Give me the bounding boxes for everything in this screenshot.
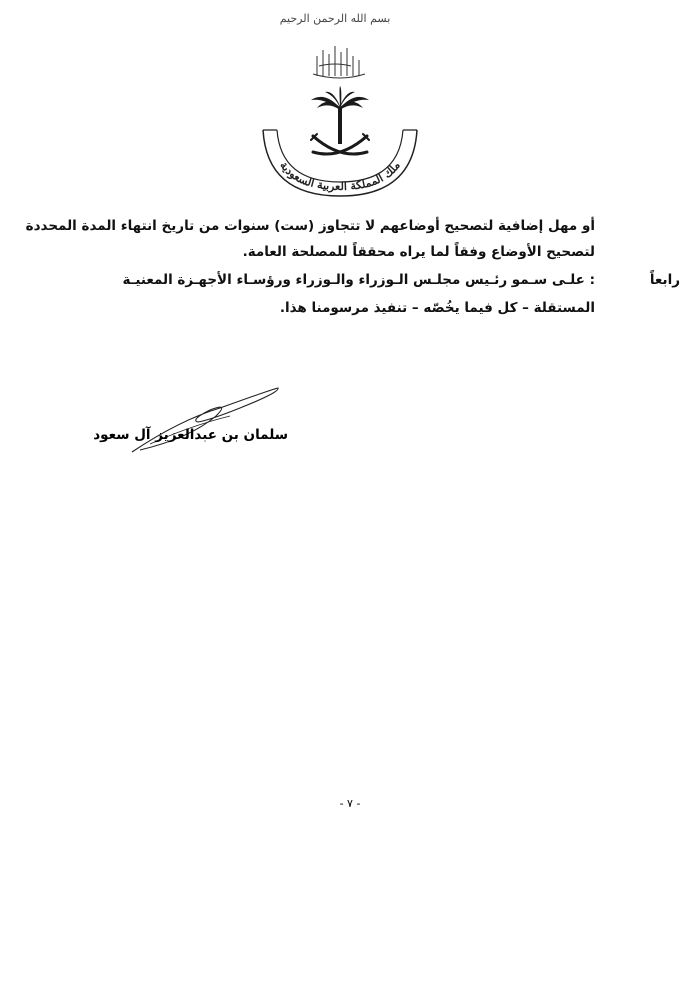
palm-tree-icon bbox=[311, 86, 369, 144]
body-line-1: أو مهل إضافية لتصحيح أوضاعهم لا تتجاوز (ست) سنوات من تاريخ انتهاء المدة المحددة bbox=[25, 218, 595, 234]
signatory-name: سلمان بن عبدالعزيز آل سعود bbox=[93, 427, 288, 443]
emblem-caption: ملك المملكة العربية السعودية bbox=[277, 159, 403, 194]
body-line-2: لتصحيح الأوضاع وفقاً لما يراه محققاً للمصلحة العامة. bbox=[242, 244, 595, 260]
basmala-heading: بسم الله الرحمن الرحيم bbox=[279, 12, 391, 25]
item-4-label: رابعاً bbox=[649, 272, 680, 288]
item-4-line-1: : علـى سـمو رئـيس مجلـس الـوزراء والـوزراء ورؤسـاء الأجهـزة المعنيـة bbox=[122, 272, 595, 288]
item-4-line-2: المستقلة – كل فيما يخُصّه – تنفيذ مرسومنا هذا. bbox=[279, 300, 595, 316]
shahada-calligraphy-icon bbox=[313, 46, 365, 78]
page-number: - ٧ - bbox=[339, 797, 361, 810]
royal-emblem bbox=[255, 36, 425, 201]
handwritten-signature-icon bbox=[120, 380, 290, 460]
